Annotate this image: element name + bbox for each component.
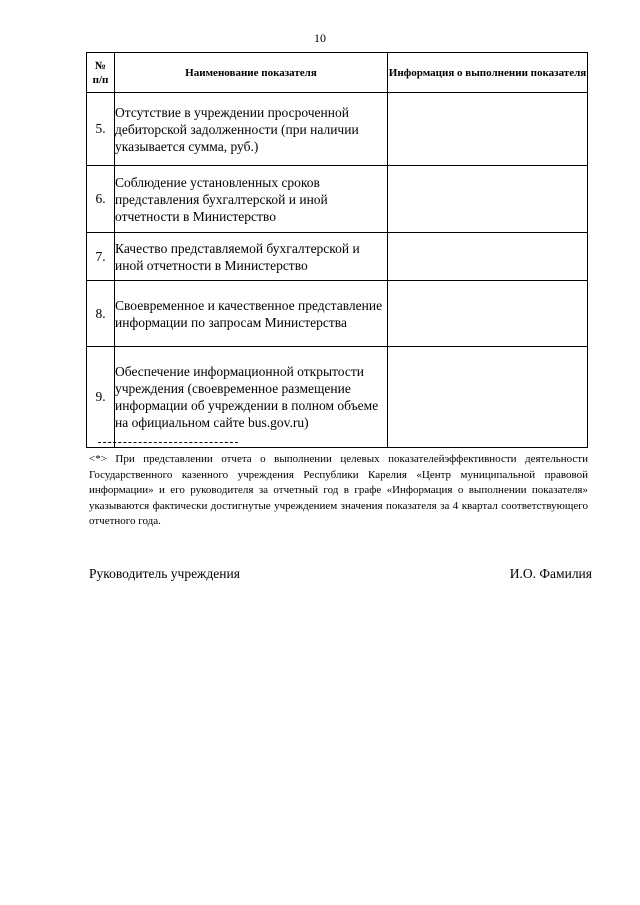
table-row xyxy=(87,93,588,166)
header-indicator-info: Информация о выполнении показателя xyxy=(388,53,588,93)
table-header-row xyxy=(87,53,588,93)
signature-name: И.О. Фамилия xyxy=(509,566,592,581)
table-row xyxy=(87,166,588,233)
row-indicator-info xyxy=(388,166,588,233)
row-indicator-name: Обеспечение информационной открытости учреждения (своевременное размещение информации об учреждении в полном объеме на официальном сайте bus.gov.ru) xyxy=(115,347,388,448)
footnote-text: <*> При представлении отчета о выполнении целевых показателейэффективности деятельности Государственного казенного учреждения Республики Карелия «Центр муниципальной правовой информации» и его руководителя за отчетный год в графе «Информация о выполнении показателя» указываются фактически достигнутые учреждением значения показателя за 4 квартал соответствующего отчетного года. xyxy=(89,453,588,527)
row-indicator-info xyxy=(388,281,588,347)
table-row xyxy=(87,233,588,281)
row-number: 6. xyxy=(87,166,115,233)
row-indicator-name: Соблюдение установленных сроков представления бухгалтерской и иной отчетности в Министерство xyxy=(115,166,388,233)
table-row xyxy=(87,347,588,448)
row-indicator-info xyxy=(388,347,588,448)
row-indicator-name: Своевременное и качественное представление информации по запросам Министерства xyxy=(115,281,388,347)
row-number: 5. xyxy=(87,93,115,166)
header-number: № п/п xyxy=(87,53,115,93)
row-number: 9. xyxy=(87,347,115,448)
row-indicator-info xyxy=(388,93,588,166)
header-indicator-name: Наименование показателя xyxy=(115,53,388,93)
row-number: 8. xyxy=(87,281,115,347)
table-row xyxy=(87,281,588,347)
page-number: 10 xyxy=(314,31,326,45)
row-number: 7. xyxy=(87,233,115,281)
row-indicator-name: Качество представляемой бухгалтерской и иной отчетности в Министерство xyxy=(115,233,388,281)
row-indicator-name: Отсутствие в учреждении просроченной дебиторской задолженности (при наличии указывается сумма, руб.) xyxy=(115,93,388,166)
signature-position: Руководитель учреждения xyxy=(89,566,240,581)
row-indicator-info xyxy=(388,233,588,281)
footnote-divider xyxy=(98,442,238,443)
indicators-table xyxy=(86,52,588,448)
